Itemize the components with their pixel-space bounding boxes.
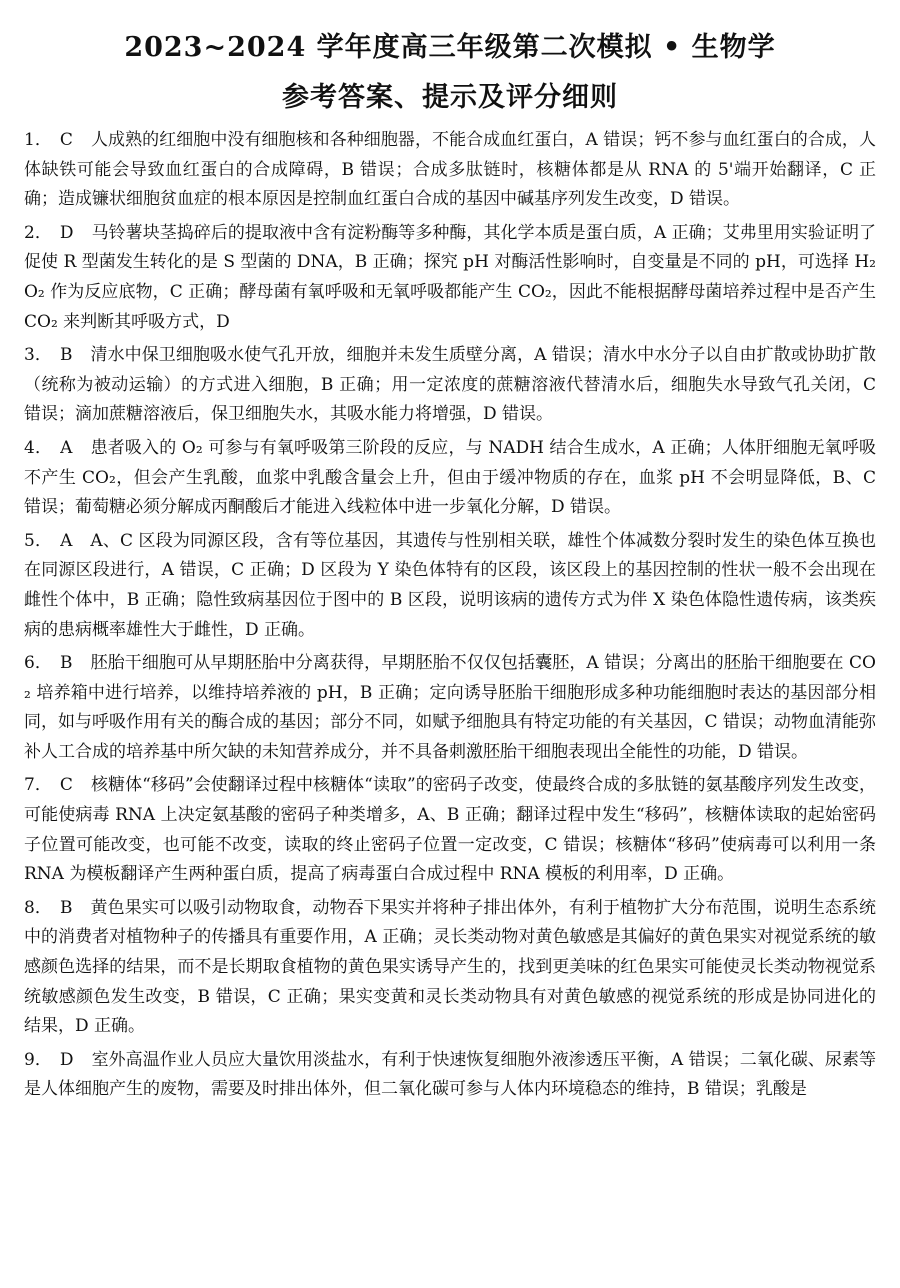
answer-explanation: 胚胎干细胞可从早期胚胎中分离获得，早期胚胎不仅仅包括囊胚，A 错误；分离出的胚胎干细胞要在 CO₂ 培养箱中进行培养，以维持培养液的 pH，B 正确；定向诱导胚胎干细胞形成多种功能细胞时表达的基因部分相同，如与呼吸作用有关的酶合成的基因；部分不同，如赋予细胞具有特定功能的有关基因，C 错误；动物血清能弥补人工合成的培养基中所欠缺的未知营养成分，并不具备刺激胚胎干细胞表现出全能性的功能，D 错误。 bbox=[24, 653, 876, 762]
answer-item-6 bbox=[24, 649, 876, 767]
answer-explanation: 黄色果实可以吸引动物取食，动物吞下果实并将种子排出体外，有利于植物扩大分布范围，说明生态系统中的消费者对植物种子的传播具有重要作用，A 正确；灵长类动物对黄色敏感是其偏好的黄色果实对视觉系统的敏感颜色选择的结果，而不是长期取食植物的黄色果实诱导产生的，找到更美味的红色果实可能使灵长类动物视觉系统敏感颜色发生改变，B 错误，C 正确；果实变黄和灵长类动物具有对黄色敏感的视觉系统的形成是协同进化的结果，D 正确。 bbox=[24, 897, 877, 1037]
answer-number: 2． bbox=[24, 222, 52, 243]
answer-choice: C bbox=[59, 775, 73, 796]
answer-choice: A bbox=[60, 530, 73, 551]
answer-explanation: 患者吸入的 O₂ 可参与有氧呼吸第三阶段的反应，与 NADH 结合生成水，A 正确；人体肝细胞无氧呼吸不产生 CO₂，但会产生乳酸，血浆中乳酸含量会上升，但由于缓冲物质的存在，血浆 pH 不会明显降低，B、C 错误；葡萄糖必须分解成丙酮酸后才能进入线粒体中进一步氧化分解，D 错误。 bbox=[24, 437, 876, 518]
answer-number: 6． bbox=[24, 653, 53, 674]
answer-number: 8． bbox=[24, 897, 52, 918]
answer-explanation: 清水中保卫细胞吸水使气孔开放，细胞并未发生质壁分离，A 错误；清水中水分子以自由扩散或协助扩散（统称为被动运输）的方式进入细胞，B 正确；用一定浓度的蔗糖溶液代替清水后，细胞失水导致气孔关闭，C 错误；滴加蔗糖溶液后，保卫细胞失水，其吸水能力将增强，D 错误。 bbox=[24, 345, 876, 425]
answer-number: 7． bbox=[24, 775, 52, 796]
answer-explanation: 室外高温作业人员应大量饮用淡盐水，有利于快速恢复细胞外液渗透压平衡，A 错误；二氧化碳、尿素等是人体细胞产生的废物，需要及时排出体外，但二氧化碳可参与人体内环境稳态的维持，B 错误；乳酸是 bbox=[24, 1049, 876, 1100]
answer-item-2 bbox=[24, 219, 876, 337]
answer-item-9 bbox=[24, 1046, 876, 1105]
document-title: 2023~2024 学年度高三年级第二次模拟 • 生物学 bbox=[124, 32, 776, 63]
document-subtitle: 参考答案、提示及评分细则 bbox=[282, 82, 618, 113]
answer-item-4 bbox=[24, 434, 876, 523]
answer-number: 3． bbox=[24, 345, 52, 366]
answer-list bbox=[24, 126, 876, 1105]
answer-item-3 bbox=[24, 341, 876, 430]
answer-choice: B bbox=[59, 897, 73, 918]
answer-explanation: 马铃薯块茎捣碎后的提取液中含有淀粉酶等多种酶，其化学本质是蛋白质，A 正确；艾弗里用实验证明了促使 R 型菌发生转化的是 S 型菌的 DNA，B 正确；探究 pH 对酶活性影响时，自变量是不同的 pH，可选择 H₂O₂ 作为反应底物，C 正确；酵母菌有氧呼吸和无氧呼吸都能产生 CO₂，因此不能根据酵母菌培养过程中是否产生 CO₂ 来判断其呼吸方式，D bbox=[24, 222, 876, 332]
answer-item-5 bbox=[24, 527, 876, 645]
answer-number: 5． bbox=[24, 530, 53, 551]
answer-number: 1． bbox=[24, 130, 52, 150]
answer-explanation: 人成熟的红细胞中没有细胞核和各种细胞器，不能合成血红蛋白，A 错误；钙不参与血红蛋白的合成，人体缺铁可能会导致血红蛋白的合成障碍，B 错误；合成多肽链时，核糖体都是从 RNA 的 5'端开始翻译，C 正确；造成镰状细胞贫血症的根本原因是控制血红蛋白合成的基因中碱基序列发生改变，D 错误。 bbox=[24, 130, 876, 210]
answer-choice: D bbox=[59, 1049, 74, 1070]
answer-number: 4． bbox=[24, 437, 53, 458]
answer-item-7 bbox=[24, 771, 876, 889]
answer-number: 9． bbox=[24, 1049, 52, 1070]
answer-item-8 bbox=[24, 894, 876, 1042]
answer-choice: B bbox=[60, 653, 73, 674]
answer-explanation: A、C 区段为同源区段，含有等位基因，其遗传与性别相关联，雄性个体减数分裂时发生的染色体互换也在同源区段进行，A 错误，C 正确；D 区段为 Y 染色体特有的区段，该区段上的基因控制的性状一般不会出现在雌性个体中，B 正确；隐性致病基因位于图中的 B 区段，说明该病的遗传方式为伴 X 染色体隐性遗传病，该类疾病的患病概率雄性大于雌性，D 正确。 bbox=[24, 530, 876, 640]
answer-choice: C bbox=[59, 130, 73, 150]
answer-explanation: 核糖体“移码”会使翻译过程中核糖体“读取”的密码子改变，使最终合成的多肽链的氨基酸序列发生改变，可能使病毒 RNA 上决定氨基酸的密码子种类增多，A、B 正确；翻译过程中发生“移码”，核糖体读取的起始密码子位置可能改变，也可能不改变，读取的终止密码子位置一定改变，C 错误；核糖体“移码”使病毒可以利用一条 RNA 为模板翻译产生两种蛋白质，提高了病毒蛋白合成过程中 RNA 模板的利用率，D 正确。 bbox=[24, 775, 876, 885]
answer-choice: D bbox=[59, 222, 74, 243]
answer-choice: B bbox=[59, 345, 73, 366]
answer-item-1 bbox=[24, 126, 876, 215]
answer-choice: A bbox=[60, 437, 73, 458]
